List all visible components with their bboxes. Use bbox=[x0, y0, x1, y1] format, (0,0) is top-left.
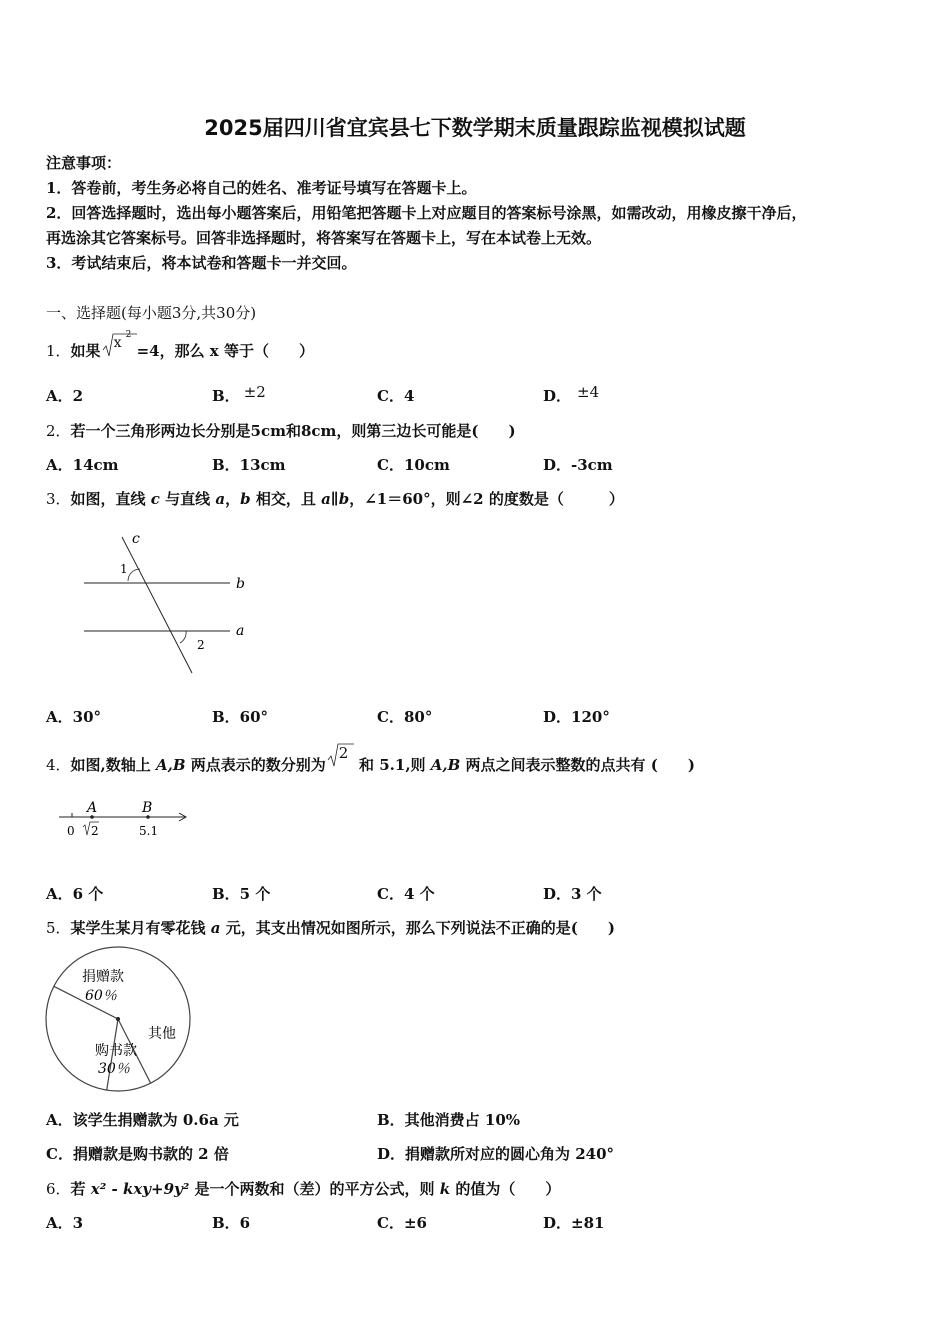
q6-expression: x² - kxy+9y² bbox=[90, 1180, 190, 1198]
q5-option-a: A．该学生捐赠款为 0.6a 元 bbox=[46, 1111, 239, 1129]
var-c: c bbox=[150, 490, 160, 508]
q3-option-b: B．60° bbox=[212, 708, 269, 726]
question-1 bbox=[46, 330, 314, 361]
label-b: b bbox=[236, 576, 245, 592]
pie-value-books: 30％ bbox=[98, 1061, 130, 1077]
q1-post: =4，那么 x 等于（ ） bbox=[136, 342, 314, 360]
q4-option-c: C．4 个 bbox=[377, 885, 435, 903]
angle-2-label: 2 bbox=[197, 638, 205, 652]
var-a: a bbox=[210, 919, 221, 937]
q1-option-d bbox=[543, 383, 600, 406]
question-6 bbox=[46, 1178, 560, 1199]
notice-heading: 注意事项： bbox=[46, 154, 122, 172]
pie-label-donation: 捐赠款 bbox=[82, 969, 124, 985]
q5-pie-chart bbox=[40, 945, 200, 1095]
option-letter: B． bbox=[212, 387, 240, 405]
notice-item-3: 3．考试结束后，将本试卷和答题卡一并交回。 bbox=[46, 254, 357, 272]
label-a: a bbox=[236, 623, 245, 639]
question-3 bbox=[46, 488, 624, 509]
label-b: B bbox=[142, 800, 153, 816]
label-a: A bbox=[87, 800, 98, 816]
sqrt-radicand: 2 bbox=[338, 744, 349, 762]
question-5 bbox=[46, 917, 615, 938]
q4-post-2: 两点之间表示整数的点共有 ( ) bbox=[460, 756, 695, 774]
tick-label-b: 5.1 bbox=[139, 824, 159, 838]
sqrt-2 bbox=[326, 744, 354, 772]
q2-option-a: A．14cm bbox=[46, 456, 119, 474]
q3-text-6: ，∠1＝60°，则∠2 的度数是（ ） bbox=[349, 490, 624, 508]
tick-label-a: 2 bbox=[91, 824, 99, 838]
q4-option-d: D．3 个 bbox=[543, 885, 602, 903]
q1-option-b bbox=[212, 383, 266, 406]
q3-text-1: 如图，直线 bbox=[70, 490, 151, 508]
q6-mid: 是一个两数和（差）的平方公式，则 bbox=[189, 1180, 440, 1198]
q4-mid: 两点表示的数分别为 bbox=[185, 756, 326, 774]
var-a: a bbox=[215, 490, 226, 508]
angle-1-label: 1 bbox=[120, 562, 128, 576]
q3-text-3: ， bbox=[225, 490, 241, 508]
q6-option-c: C．±6 bbox=[377, 1214, 427, 1232]
var-k: k bbox=[439, 1180, 451, 1198]
pie-center bbox=[116, 1017, 120, 1021]
question-number: 3． bbox=[46, 490, 71, 508]
angle-1-arc bbox=[128, 569, 140, 581]
q5-option-b: B．其他消费占 10% bbox=[377, 1111, 521, 1129]
q2-option-d: D．-3cm bbox=[543, 456, 613, 474]
q4-points-2: A,B bbox=[430, 756, 461, 774]
q1-option-c: C．4 bbox=[377, 387, 415, 405]
q1-pre: 如果 bbox=[70, 342, 101, 360]
page-title: 2025届四川省宜宾县七下数学期末质量跟踪监视模拟试题 bbox=[204, 116, 746, 140]
notice-item-2-cont: 再选涂其它答案标号。回答非选择题时，将答案写在答题卡上，写在本试卷上无效。 bbox=[46, 229, 602, 247]
question-number: 4． bbox=[46, 756, 71, 774]
q2-option-c: C．10cm bbox=[377, 456, 450, 474]
section-heading: 一、选择题(每小题3分,共30分) bbox=[46, 304, 257, 322]
q2-option-b: B．13cm bbox=[212, 456, 286, 474]
sqrt-radicand: x bbox=[113, 335, 122, 351]
q2-text: 若一个三角形两边长分别是5cm和8cm，则第三边长可能是( ) bbox=[70, 422, 516, 440]
notice-item-2: 2．回答选择题时，选出每小题答案后，用铅笔把答题卡上对应题目的答案标号涂黑，如需改动，用橡皮擦干净后， bbox=[46, 204, 807, 222]
q4-points: A,B bbox=[156, 756, 186, 774]
q3-text-4: 相交，且 bbox=[250, 490, 322, 508]
question-number: 6． bbox=[46, 1180, 71, 1198]
sqrt-x2 bbox=[101, 330, 137, 360]
pie-label-other: 其他 bbox=[148, 1026, 176, 1042]
q5-post: 元，其支出情况如图所示，那么下列说法不正确的是( ) bbox=[220, 919, 615, 937]
question-2 bbox=[46, 420, 516, 441]
question-number: 2． bbox=[46, 422, 71, 440]
option-d-math: ±4 bbox=[577, 383, 600, 401]
exponent: 2 bbox=[125, 330, 132, 340]
angle-2-arc bbox=[180, 631, 186, 643]
q4-option-b: B．5 个 bbox=[212, 885, 271, 903]
option-b-math: ±2 bbox=[243, 383, 266, 401]
q3-option-a: A．30° bbox=[46, 708, 102, 726]
label-c: c bbox=[132, 531, 140, 547]
pie-value-donation: 60％ bbox=[85, 988, 117, 1004]
q4-post-1: 和 5.1,则 bbox=[353, 756, 431, 774]
notice-item-1: 1．答卷前，考生务必将自己的姓名、准考证号填写在答题卡上。 bbox=[46, 179, 477, 197]
pie-label-books: 购书款 bbox=[95, 1043, 137, 1059]
q3-parallel: a∥b bbox=[321, 490, 350, 508]
q6-option-a: A．3 bbox=[46, 1214, 84, 1232]
q3-figure bbox=[70, 525, 270, 685]
q1-option-a: A．2 bbox=[46, 387, 84, 405]
question-4 bbox=[46, 744, 695, 775]
q3-text-2: 与直线 bbox=[159, 490, 216, 508]
question-number: 5． bbox=[46, 919, 71, 937]
q6-pre: 若 bbox=[70, 1180, 91, 1198]
q6-option-b: B．6 bbox=[212, 1214, 251, 1232]
question-number: 1． bbox=[46, 342, 71, 360]
line-c bbox=[122, 537, 192, 673]
q5-option-c: C．捐赠款是购书款的 2 倍 bbox=[46, 1145, 229, 1163]
q4-number-line bbox=[55, 795, 195, 845]
var-b: b bbox=[240, 490, 251, 508]
tick-label-0: 0 bbox=[67, 824, 75, 838]
q4-pre: 如图,数轴上 bbox=[70, 756, 156, 774]
q3-option-d: D．120° bbox=[543, 708, 610, 726]
option-letter: D． bbox=[543, 387, 572, 405]
q3-option-c: C．80° bbox=[377, 708, 433, 726]
q5-option-d: D．捐赠款所对应的圆心角为 240° bbox=[377, 1145, 615, 1163]
q5-pre: 某学生某月有零花钱 bbox=[70, 919, 211, 937]
q6-post: 的值为（ ） bbox=[450, 1180, 561, 1198]
q6-option-d: D．±81 bbox=[543, 1214, 605, 1232]
q4-option-a: A．6 个 bbox=[46, 885, 104, 903]
